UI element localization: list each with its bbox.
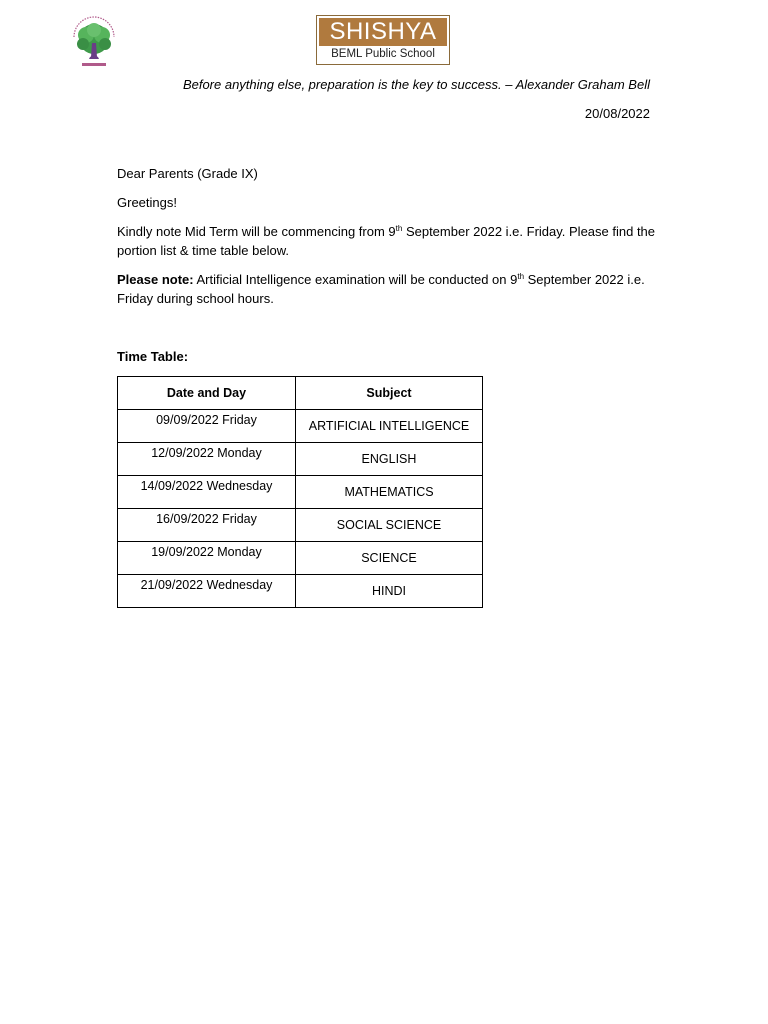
date-cell: 09/09/2022 Friday (118, 410, 296, 443)
para1-superscript: th (395, 224, 403, 233)
subject-cell: ENGLISH (296, 443, 483, 476)
school-brand-logo (316, 15, 450, 65)
table-row (118, 575, 483, 608)
table-header-row (118, 377, 483, 410)
table-row (118, 509, 483, 542)
table-row (118, 476, 483, 509)
date-cell: 14/09/2022 Wednesday (118, 476, 296, 509)
brand-subtitle: BEML Public School (331, 48, 435, 60)
timetable-label: Time Table: (117, 349, 189, 364)
date-cell: 16/09/2022 Friday (118, 509, 296, 542)
para2-text-start: Artificial Intelligence examination will be conducted on 9 (193, 272, 518, 287)
timetable (117, 376, 483, 608)
table-row (118, 410, 483, 443)
quote-text: Before anything else, preparation is the key to success. – Alexander Graham Bell (182, 77, 650, 92)
column-header-subject: Subject (296, 377, 483, 410)
salutation: Dear Parents (Grade IX) (117, 166, 258, 181)
ai-exam-note-paragraph (117, 270, 657, 308)
please-note-label: Please note: (117, 272, 194, 287)
column-header-date: Date and Day (118, 377, 296, 410)
letter-date: 20/08/2022 (584, 106, 650, 121)
date-cell: 12/09/2022 Monday (118, 443, 296, 476)
subject-cell: ARTIFICIAL INTELLIGENCE (296, 410, 483, 443)
para1-text-start: Kindly note Mid Term will be commencing from 9 (117, 224, 396, 239)
table-row (118, 443, 483, 476)
para2-text-end: September 2022 i.e. Friday during school hours. (117, 272, 645, 306)
subject-cell: SCIENCE (296, 542, 483, 575)
table-row (118, 542, 483, 575)
brand-name: SHISHYA (319, 18, 447, 46)
mid-term-notice-paragraph (117, 222, 657, 260)
greetings: Greetings! (117, 195, 177, 210)
date-cell: 21/09/2022 Wednesday (118, 575, 296, 608)
date-cell: 19/09/2022 Monday (118, 542, 296, 575)
subject-cell: HINDI (296, 575, 483, 608)
para1-text-end: September 2022 i.e. Friday. Please find the portion list & time table below. (117, 224, 656, 258)
subject-cell: SOCIAL SCIENCE (296, 509, 483, 542)
tree-logo-icon (66, 13, 122, 71)
subject-cell: MATHEMATICS (296, 476, 483, 509)
para2-superscript: th (517, 272, 525, 281)
